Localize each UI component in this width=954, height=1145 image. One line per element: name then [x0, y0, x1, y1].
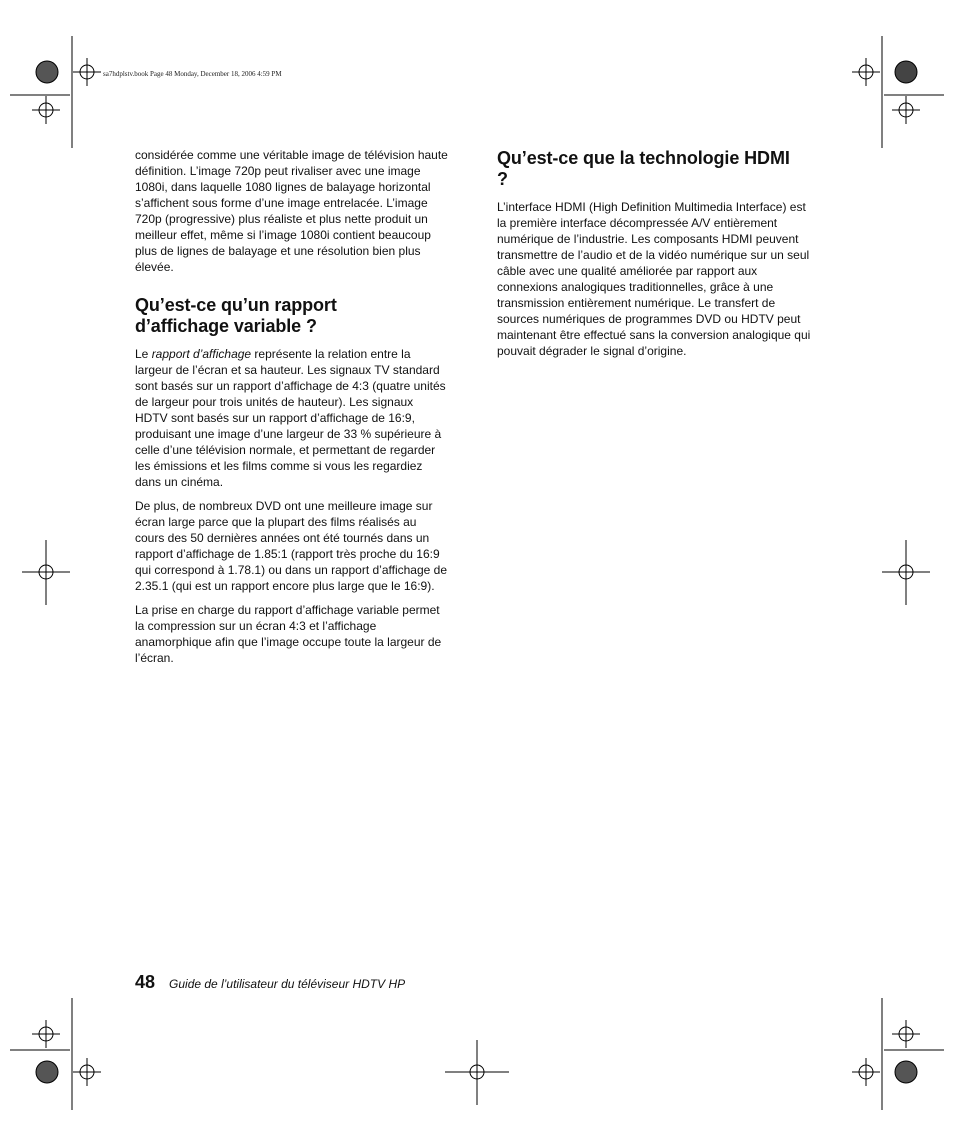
- page-footer: [135, 972, 405, 993]
- aspect-ratio-paragraph-3: La prise en charge du rapport d’affichage variable permet la compression sur un écran 4:3 et l’affichage anamorphique afin que l’image occupe toute la largeur de l’écran.: [135, 603, 442, 665]
- aspect-ratio-paragraph-2: De plus, de nombreux DVD ont une meilleure image sur écran large parce que la plupart des films réalisés au cours des 50 dernières années ont été tournés dans un rapport d’affichage de 1.85:1 (rapport très proche du 16:9 qui correspond à 1.78.1) ou dans un rapport d’affichage de 2.35.1 (qui est un rapport encore plus large que le 16:9).: [135, 499, 447, 593]
- right-column-body: [497, 199, 813, 367]
- footer-title: Guide de l’utilisateur du téléviseur HDTV HP: [169, 977, 406, 991]
- hdmi-heading: Qu’est-ce que la technologie HDMI ?: [497, 148, 790, 189]
- page-number: 48: [135, 972, 156, 992]
- intro-paragraph: considérée comme une véritable image de télévision haute définition. L’image 720p peut rivaliser avec une image 1080i, dans laquelle 1080 lignes de balayage horizontal s’affichent sous forme d’une image entrelacée. L’image 720p (progressive) plus réaliste et plus nette produit un meilleur effet, même si l’image 1080i contient beaucoup plus de lignes de balayage et une résolution bien plus élevée.: [135, 148, 448, 274]
- aspect-ratio-paragraph-1: [135, 346, 449, 490]
- left-column-intro: [135, 147, 449, 283]
- print-header: sa7hdplstv.book Page 48 Monday, December 18, 2006 4:59 PM: [103, 70, 282, 78]
- aspect-ratio-heading: Qu’est-ce qu’un rapport d’affichage variable ?: [135, 295, 337, 336]
- left-column-body: [135, 346, 449, 674]
- p1-rest: représente la relation entre la largeur de l’écran et sa hauteur. Les signaux TV standard sont basés sur un rapport d’affichage de 4:3 (quatre unités de largeur pour trois unités de hauteur). Les signaux HDTV sont basés sur un rapport d’affichage de 16:9, produisant une image d’une largeur de 33 % supérieure à celle d’une télévision normale, et permettant de regarder les émissions et les films comme si vous les regardiez dans un cinéma.: [135, 347, 446, 489]
- hdmi-paragraph: L’interface HDMI (High Definition Multimedia Interface) est la première interface décompressée A/V entièrement numérique de l’industrie. Les composants HDMI peuvent transmettre de l’audio et de la vidéo numérique sur un seul câble avec une qualité améliorée par rapport aux connexions analogiques traditionnelles, grâce à une transmission entièrement numérique. Le transfert de sources numériques de programmes DVD ou HDTV peut maintenant être effectué sans la conversion analogique qui pouvait dégrader le signal d’origine.: [497, 200, 811, 358]
- p1-term: rapport d’affichage: [151, 347, 252, 361]
- p1-prefix: Le: [135, 347, 152, 361]
